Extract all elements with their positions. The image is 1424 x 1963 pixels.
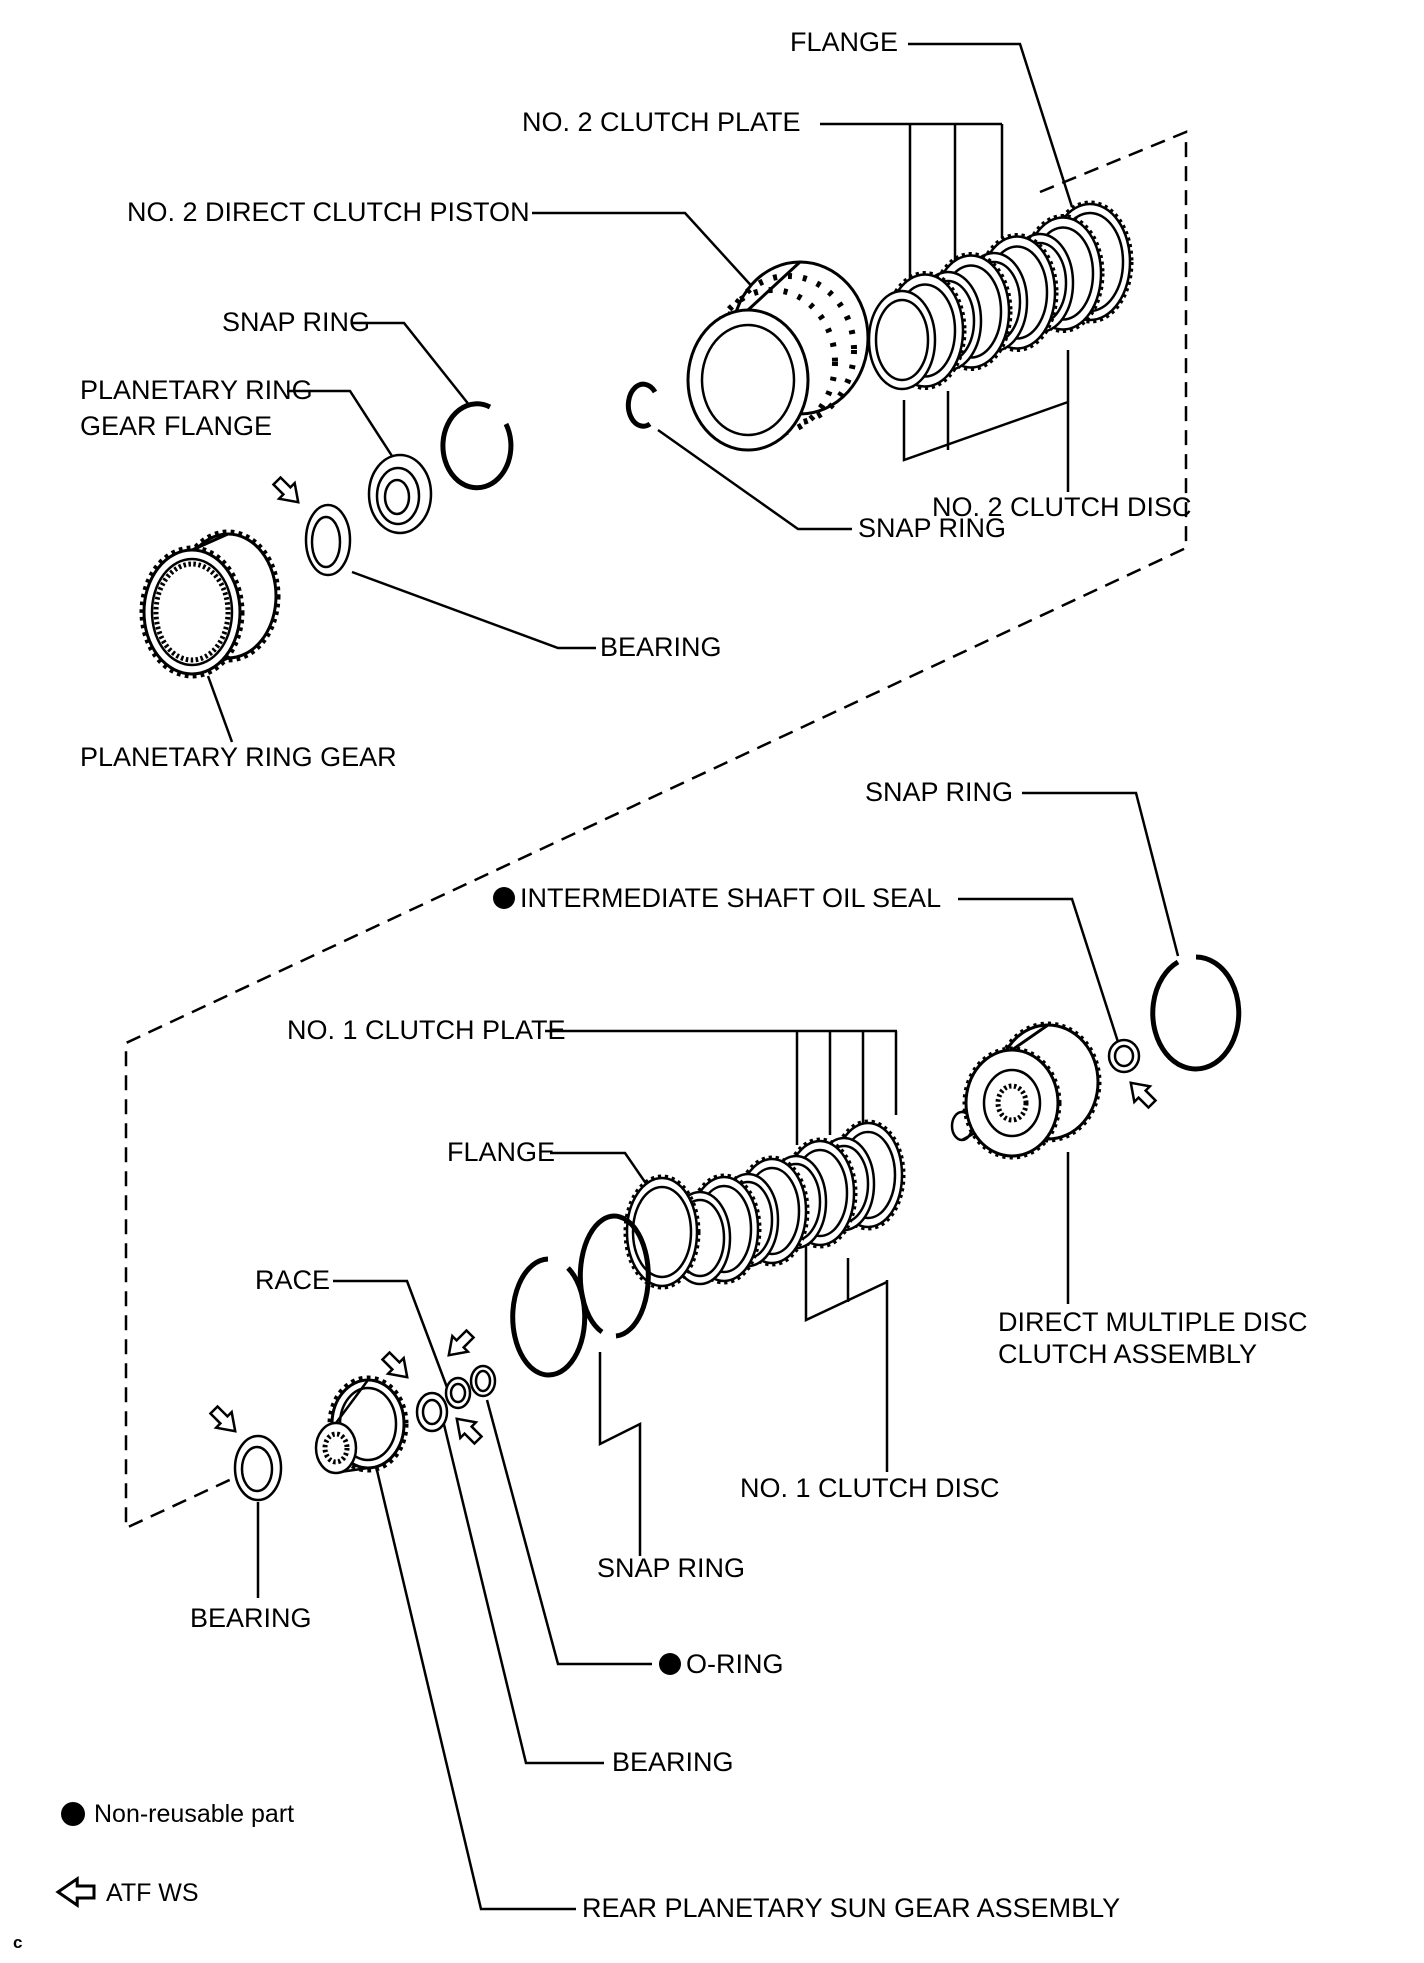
label-snap-ring-right: SNAP RING <box>865 777 1014 807</box>
label-bearing-top: BEARING <box>600 632 722 662</box>
atf-arrow-icon <box>449 1411 486 1448</box>
intermediate-shaft-oil-seal-part <box>1109 1040 1139 1072</box>
label-snap-ring-top-left: SNAP RING <box>222 307 371 337</box>
label-no1-clutch-disc: NO. 1 CLUTCH DISC <box>740 1473 1000 1503</box>
no1-clutch-disc-plate-stack <box>670 1123 902 1284</box>
label-no1-clutch-plate: NO. 1 CLUTCH PLATE <box>287 1015 566 1045</box>
label-flange-bottom: FLANGE <box>447 1137 556 1167</box>
atf-arrow-icon <box>1123 1075 1160 1112</box>
label-race: RACE <box>255 1265 331 1295</box>
label-intermediate-shaft-oil-seal: INTERMEDIATE SHAFT OIL SEAL <box>520 883 942 913</box>
label-snap-ring-bottom: SNAP RING <box>597 1553 746 1583</box>
snap-ring-right-part <box>1153 957 1239 1069</box>
non-reusable-bullet-icon <box>493 887 515 909</box>
no2-direct-clutch-piston <box>688 262 868 450</box>
legend <box>58 1800 294 1907</box>
label-snap-ring-mid: SNAP RING <box>858 513 1007 543</box>
planetary-ring-gear-flange-part <box>369 455 431 533</box>
label-bearing-bottom-left: BEARING <box>190 1603 312 1633</box>
direct-multiple-disc-clutch-assembly-part <box>952 1025 1098 1156</box>
non-reusable-bullet-icon <box>61 1802 85 1826</box>
atf-arrow-icon <box>441 1326 478 1363</box>
label-direct-multiple-disc-2: CLUTCH ASSEMBLY <box>998 1339 1258 1369</box>
o-ring-part <box>471 1366 495 1396</box>
no2-clutch-disc-plate-stack <box>869 218 1101 390</box>
atf-legend-arrow-icon <box>58 1879 94 1905</box>
snap-ring-top-left-part <box>443 404 511 488</box>
planetary-ring-gear-part <box>144 534 276 674</box>
label-planetary-ring-gear-flange-2: GEAR FLANGE <box>80 411 273 441</box>
bearing-top-part <box>306 505 350 575</box>
bearing-center-part <box>446 1378 470 1408</box>
labels <box>80 27 1308 1923</box>
snap-ring-hook <box>628 384 655 426</box>
race-part <box>417 1393 447 1431</box>
label-no2-clutch-disc: NO. 2 CLUTCH DISC <box>932 492 1192 522</box>
legend-non-reusable: Non-reusable part <box>94 1800 295 1828</box>
atf-arrow-icon <box>269 473 306 510</box>
label-rear-planetary-sun-gear: REAR PLANETARY SUN GEAR ASSEMBLY <box>582 1893 1121 1923</box>
legend-atf: ATF WS <box>106 1879 199 1907</box>
label-bearing-bottom-center: BEARING <box>612 1747 734 1777</box>
label-o-ring: O-RING <box>686 1649 784 1679</box>
label-flange-top: FLANGE <box>790 27 899 57</box>
label-planetary-ring-gear: PLANETARY RING GEAR <box>80 742 397 772</box>
bearing-bottom-left-part <box>235 1436 281 1500</box>
corner-mark: c <box>13 1933 23 1952</box>
rear-planetary-sun-gear-part <box>316 1380 404 1473</box>
label-planetary-ring-gear-flange-1: PLANETARY RING <box>80 375 313 405</box>
label-no2-direct-clutch-piston: NO. 2 DIRECT CLUTCH PISTON <box>127 197 530 227</box>
label-direct-multiple-disc-1: DIRECT MULTIPLE DISC <box>998 1307 1308 1337</box>
atf-arrow-icon <box>206 1402 243 1439</box>
non-reusable-bullet-icon <box>659 1653 681 1675</box>
atf-marker-arrows <box>206 473 1160 1448</box>
label-no2-clutch-plate: NO. 2 CLUTCH PLATE <box>522 107 801 137</box>
